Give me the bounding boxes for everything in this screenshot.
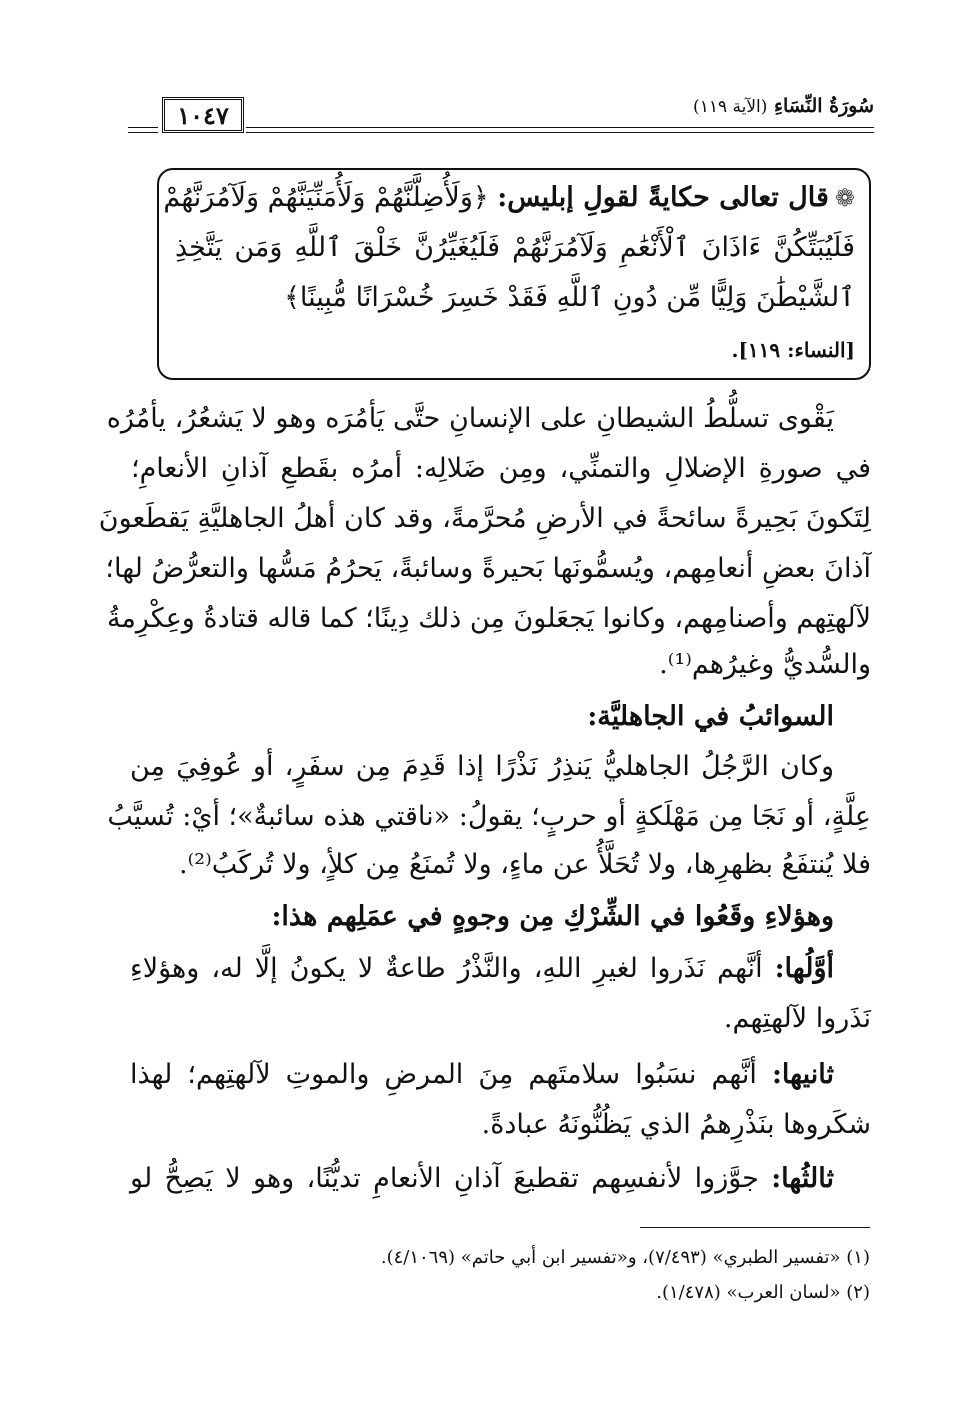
point-2-text: أنَّهم نسَبُوا سلامتَهم مِنَ المرضِ والموتِ لآلهتِهم؛ لهذا (130, 1059, 757, 1090)
verse-line-3: ٱلشَّيْطَٰنَ وَلِيًّا مِّن دُونِ ٱللَّهِ فَقَدْ خَسِرَ خُسْرَانًا مُّبِينًا﴾ (284, 282, 855, 313)
paragraph-1-line-3: لِتَكونَ بَحِيرةً سائحةً في الأرضِ مُحرَّمةً، وقد كان أهلُ الجاهليَّةِ يَقطَعونَ (98, 503, 871, 534)
point-3-text: جوَّزوا لأنفسِهم تقطيعَ آذانِ الأنعامِ تديُّنًا، وهو لا يَصِحُّ لو (130, 1163, 759, 1194)
paragraph-2-line-2: عِلَّةٍ، أو نَجَا مِن مَهْلَكةٍ أو حربٍ؛ يقولُ: «ناقتي هذه سائبةٌ»؛ أيْ: تُسيَّبُ (107, 801, 871, 832)
ornament-icon: ❁ (834, 184, 855, 212)
quran-verse-box (157, 168, 871, 380)
paragraph-1-line-5: لآلهتِهم وأصنامِهم، وكانوا يَجعَلونَ مِن ذلك دِينًا؛ كما قاله قتادةُ وعِكْرِمةُ (106, 603, 871, 634)
surah-name: سُورَةُ النِّسَاءِ (774, 95, 874, 117)
ayah-reference: (الآية ١١٩) (693, 97, 768, 117)
page-number: ١٠٤٧ (162, 97, 244, 133)
paragraph-2-line-1: وكان الرَّجُلُ الجاهليُّ يَنذِرُ نَذْرًا إذا قَدِمَ مِن سفَرٍ، أو عُوفِيَ مِن (130, 751, 834, 782)
section-heading-shirk: وهؤلاءِ وقَعُوا في الشِّرْكِ مِن وجوهٍ في عمَلِهم هذا: (271, 901, 834, 932)
footnote-2: (٢) «لسان العرب» (١/٤٧٨). (656, 1282, 870, 1303)
paragraph-1-line-2: في صورةِ الإضلالِ والتمنِّي، ومِن ضَلالِه: أمرُه بقَطعِ آذانِ الأنعامِ؛ (131, 453, 871, 484)
point-2-label: ثانيها: (771, 1059, 834, 1090)
header-rule-left (128, 127, 158, 128)
section-heading-sawaib: السوائبُ في الجاهليَّة: (587, 701, 834, 732)
paragraph-3-line-1 (130, 952, 834, 986)
verse-text-1: ﴿وَلَأُضِلَّنَّهُمْ وَلَأُمَنِّيَنَّهُمْ وَلَآمُرَنَّهُمْ (163, 182, 489, 213)
verse-line-1 (163, 182, 855, 214)
paragraph-4-line-1 (130, 1058, 834, 1092)
verse-intro: قال تعالى حكايةً لقولِ إبليس: (497, 182, 829, 213)
paragraph-2-line-3: فلا يُنتفَعُ بظهرِها، ولا تُحَلَّأُ عن ماءٍ، ولا تُمنَعُ مِن كلأٍ، ولا تُركَبُ⁽²⁾. (179, 849, 871, 880)
verse-line-2: فَلَيُبَتِّكُنَّ ءَاذَانَ ٱلْأَنْعَٰمِ وَلَآمُرَنَّهُمْ فَلَيُغَيِّرُنَّ خَلْقَ ٱللَّهِ وَمَن يَتَّخِذِ (175, 232, 855, 263)
header-rule-left-2 (128, 132, 158, 133)
surah-title (693, 95, 874, 117)
paragraph-1-line-1: يَقْوى تسلُّطُ الشيطانِ على الإنسانِ حتَّى يَأمُرَه وهو لا يَشعُرُ، يأمُرُه (106, 403, 834, 434)
paragraph-1-line-4: آذانَ بعضِ أنعامِهم، ويُسمُّونَها بَحيرةً وسائبةً، يَحرُمُ مَسُّها والتعرُّضُ لها؛ (105, 553, 871, 584)
paragraph-3-line-2: نَذَروا لآلهتِهم. (723, 1003, 871, 1034)
header-rule-right-2 (246, 132, 874, 133)
page-header (122, 95, 874, 145)
point-3-label: ثالثُها: (771, 1163, 834, 1194)
paragraph-5-line-1 (130, 1162, 834, 1196)
paragraph-1-line-6: والسُّديُّ وغيرُهم⁽¹⁾. (659, 649, 871, 680)
point-1-text: أنَّهم نَذَروا لغيرِ اللهِ، والنَّذْرُ طاعةٌ لا يكونُ إلَّا له، وهؤلاءِ (130, 953, 763, 984)
paragraph-4-line-2: شكَروها بنَذْرِهمُ الذي يَظُنُّونَهُ عبادةً. (481, 1109, 871, 1140)
header-rule-right (246, 127, 874, 128)
footnote-separator (640, 1227, 870, 1228)
footnote-1: (١) «تفسير الطبري» (٧/٤٩٣)، و«تفسير ابن أبي حاتم» (٤/١٠٦٩). (380, 1247, 870, 1268)
verse-citation: [النساء: ١١٩]. (731, 338, 855, 362)
point-1-label: أوَّلُها: (774, 953, 834, 984)
